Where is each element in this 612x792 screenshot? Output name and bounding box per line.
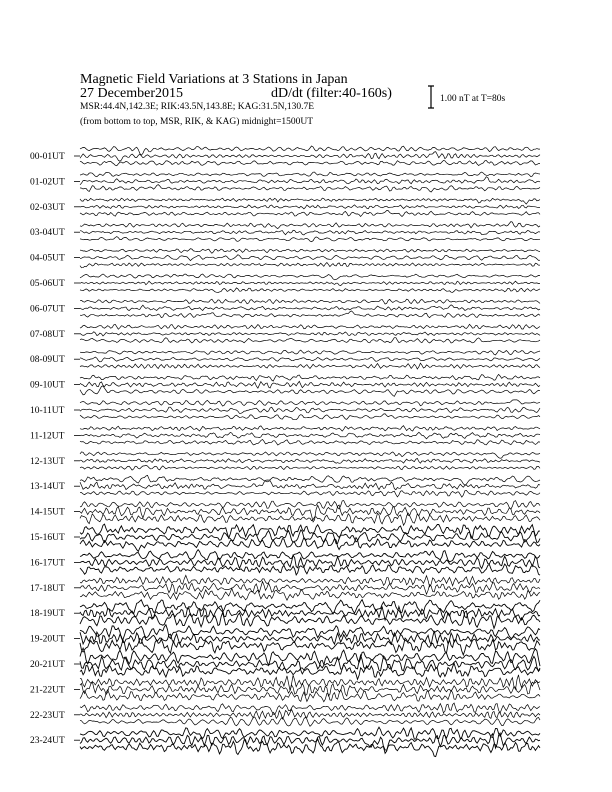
row-label-21-22UT: 21-22UT bbox=[30, 685, 65, 696]
trace-13-14UT-KAG bbox=[80, 475, 540, 485]
trace-03-04UT-KAG bbox=[80, 222, 540, 229]
trace-13-14UT-RIK bbox=[80, 481, 540, 490]
trace-12-13UT-MSR bbox=[80, 465, 540, 470]
row-label-02-03UT: 02-03UT bbox=[30, 202, 65, 213]
trace-22-23UT-RIK bbox=[80, 710, 540, 720]
row-label-03-04UT: 03-04UT bbox=[30, 228, 65, 239]
trace-20-21UT-RIK bbox=[80, 655, 540, 674]
row-label-00-01UT: 00-01UT bbox=[30, 152, 65, 162]
trace-04-05UT-RIK bbox=[80, 255, 540, 261]
trace-03-04UT-RIK bbox=[80, 230, 540, 235]
row-label-20-21UT: 20-21UT bbox=[30, 660, 65, 670]
trace-00-01UT-RIK bbox=[80, 152, 540, 162]
row-label-07-08UT: 07-08UT bbox=[30, 329, 65, 340]
scale-bar-label: 1.00 nT at T=80s bbox=[440, 94, 506, 104]
trace-11-12UT-KAG bbox=[80, 426, 540, 431]
row-label-08-09UT: 08-09UT bbox=[30, 355, 65, 366]
trace-06-07UT-RIK bbox=[80, 305, 540, 311]
trace-02-03UT-KAG bbox=[80, 198, 540, 204]
row-label-10-11UT: 10-11UT bbox=[30, 406, 65, 416]
trace-17-18UT-MSR bbox=[80, 588, 540, 600]
row-label-06-07UT: 06-07UT bbox=[30, 304, 65, 315]
station-coordinates: MSR:44.4N,142.3E; RIK:43.5N,143.8E; KAG:31.5N,130.7E bbox=[80, 102, 315, 112]
trace-10-11UT-KAG bbox=[80, 400, 540, 406]
trace-00-01UT-KAG bbox=[80, 146, 540, 155]
trace-10-11UT-RIK bbox=[80, 407, 540, 413]
row-label-05-06UT: 05-06UT bbox=[30, 279, 65, 289]
trace-18-19UT-MSR bbox=[80, 611, 540, 628]
trace-17-18UT-RIK bbox=[80, 582, 540, 595]
trace-05-06UT-MSR bbox=[80, 288, 540, 293]
trace-02-03UT-MSR bbox=[80, 211, 540, 217]
row-label-09-10UT: 09-10UT bbox=[30, 380, 65, 391]
row-label-04-05UT: 04-05UT bbox=[30, 253, 65, 264]
trace-01-02UT-RIK bbox=[80, 177, 540, 185]
trace-01-02UT-MSR bbox=[80, 185, 540, 192]
trace-09-10UT-RIK bbox=[80, 381, 540, 388]
trace-00-01UT-MSR bbox=[80, 161, 540, 166]
trace-01-02UT-KAG bbox=[80, 172, 540, 177]
trace-12-13UT-KAG bbox=[80, 452, 540, 458]
trace-08-09UT-KAG bbox=[80, 350, 540, 355]
trace-12-13UT-RIK bbox=[80, 458, 540, 463]
trace-08-09UT-RIK bbox=[80, 357, 540, 362]
trace-08-09UT-MSR bbox=[80, 363, 540, 369]
row-label-12-13UT: 12-13UT bbox=[30, 456, 65, 467]
row-label-11-12UT: 11-12UT bbox=[30, 431, 65, 442]
trace-14-15UT-MSR bbox=[80, 513, 540, 525]
trace-19-20UT-KAG bbox=[80, 625, 540, 640]
row-label-16-17UT: 16-17UT bbox=[30, 558, 65, 569]
trace-04-05UT-KAG bbox=[80, 249, 540, 254]
trace-07-08UT-KAG bbox=[80, 324, 540, 329]
scale-bar bbox=[428, 86, 434, 108]
trace-06-07UT-KAG bbox=[80, 299, 540, 304]
trace-06-07UT-MSR bbox=[80, 311, 540, 318]
trace-05-06UT-RIK bbox=[80, 281, 540, 286]
trace-16-17UT-KAG bbox=[80, 550, 540, 562]
chart-title: Magnetic Field Variations at 3 Stations in Japan bbox=[80, 72, 348, 87]
row-label-13-14UT: 13-14UT bbox=[30, 482, 65, 493]
row-label-19-20UT: 19-20UT bbox=[30, 634, 65, 645]
trace-17-18UT-KAG bbox=[80, 575, 540, 587]
trace-22-23UT-MSR bbox=[80, 717, 540, 726]
trace-02-03UT-RIK bbox=[80, 205, 540, 209]
trace-14-15UT-KAG bbox=[80, 501, 540, 510]
trace-07-08UT-MSR bbox=[80, 338, 540, 343]
trace-11-12UT-MSR bbox=[80, 440, 540, 446]
chart-date: 27 December2015 bbox=[80, 86, 184, 101]
trace-09-10UT-KAG bbox=[80, 374, 540, 381]
row-label-22-23UT: 22-23UT bbox=[30, 710, 65, 721]
row-label-17-18UT: 17-18UT bbox=[30, 583, 65, 594]
trace-18-19UT-KAG bbox=[80, 600, 540, 615]
trace-07-08UT-RIK bbox=[80, 332, 540, 336]
trace-05-06UT-KAG bbox=[80, 274, 540, 280]
trace-19-20UT-RIK bbox=[80, 631, 540, 645]
row-label-01-02UT: 01-02UT bbox=[30, 177, 65, 188]
trace-10-11UT-MSR bbox=[80, 414, 540, 420]
trace-order-note: (from bottom to top, MSR, RIK, & KAG) midnight=1500UT bbox=[80, 117, 314, 127]
trace-03-04UT-MSR bbox=[80, 237, 540, 242]
trace-23-24UT-KAG bbox=[80, 727, 540, 739]
row-label-18-19UT: 18-19UT bbox=[30, 609, 65, 620]
row-label-15-16UT: 15-16UT bbox=[30, 533, 65, 543]
trace-20-21UT-MSR bbox=[80, 663, 540, 679]
row-label-23-24UT: 23-24UT bbox=[30, 736, 65, 747]
trace-04-05UT-MSR bbox=[80, 263, 540, 268]
trace-11-12UT-RIK bbox=[80, 432, 540, 439]
component-filter-label: dD/dt (filter:40-160s) bbox=[271, 86, 392, 101]
trace-09-10UT-MSR bbox=[80, 386, 540, 396]
trace-13-14UT-MSR bbox=[80, 490, 540, 497]
row-label-14-15UT: 14-15UT bbox=[30, 507, 65, 518]
trace-21-22UT-MSR bbox=[80, 690, 540, 702]
